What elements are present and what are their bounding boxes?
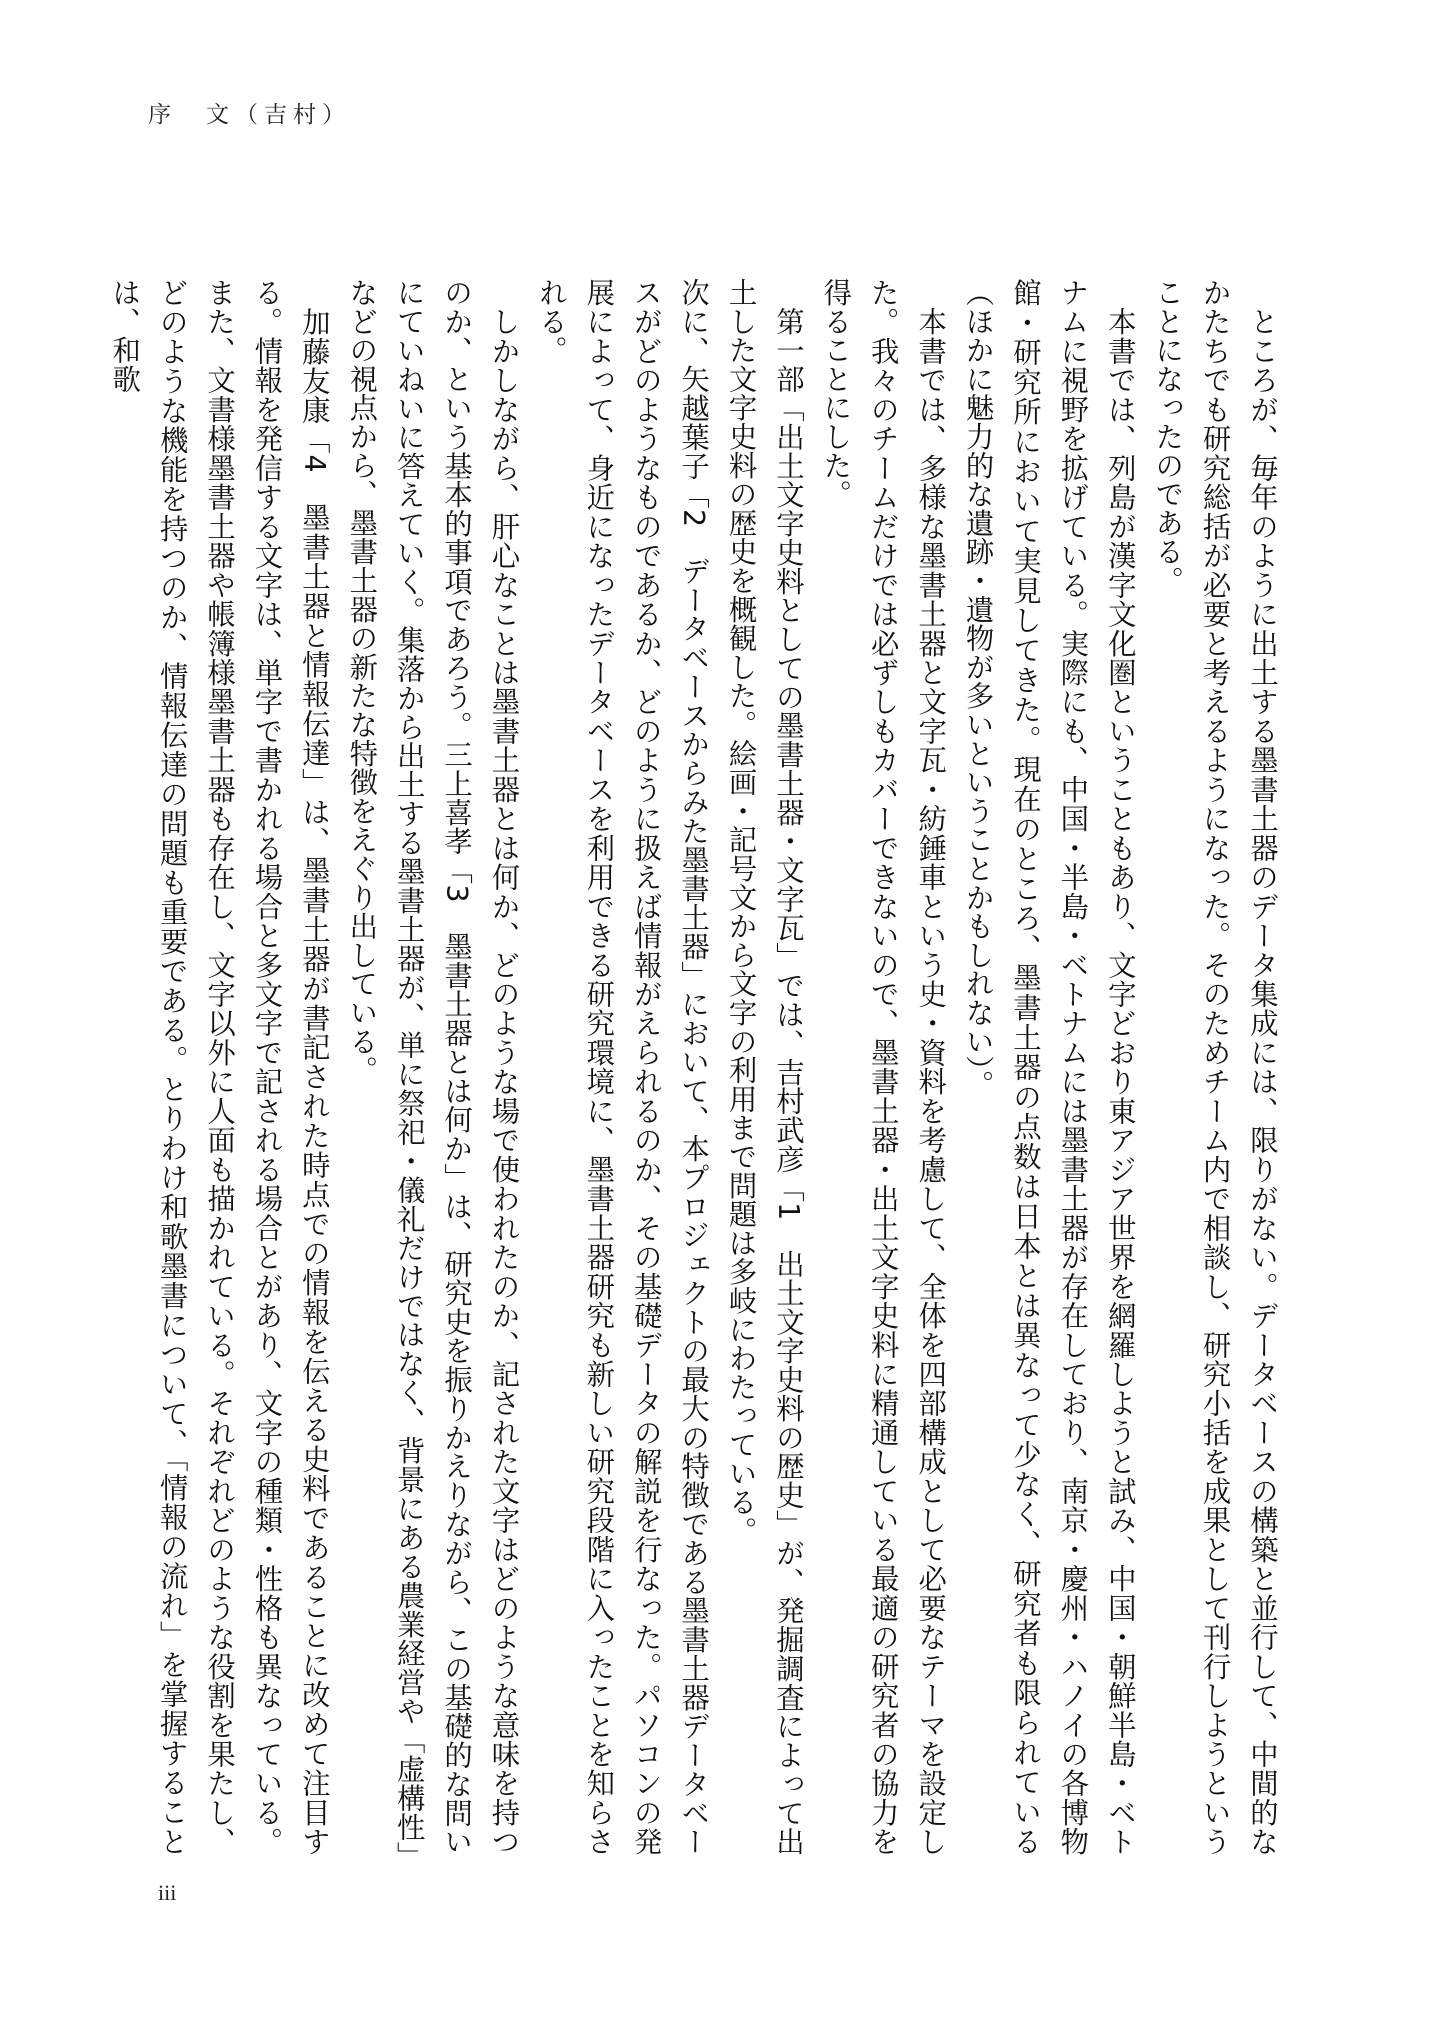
page-number: iii <box>158 1880 177 1905</box>
running-head: 序 文（吉村） <box>148 102 351 128</box>
body-text <box>108 278 1286 1856</box>
paragraph: ところが、毎年のように出土する墨書土器のデータ集成には、限りがない。データベースの構築と並行して、中間的なかたちでも研究総括が必要と考えるようになった。そのためチーム内で相談し、研究小括を成果として刊行しようということになったのである。 <box>1151 278 1279 1856</box>
paragraph: 第一部「出土文字史料としての墨書土器・文字瓦」では、吉村武彦「1 出土文字史料の歴史」が、発掘調査によって出土した文字史料の歴史を概観した。絵画・記号文から文字の利用まで問題は多岐にわたっている。 <box>724 278 805 1856</box>
paragraph: しかしながら、肝心なことは墨書土器とは何か、どのような場で使われたのか、記された文字はどのような意味を持つのか、という基本的事項であろう。三上喜孝「3 墨書土器とは何か」は、研究史を振りかえりながら、この基礎的な問いにていねいに答えていく。集落から出土する墨書土器が、単に祭祀・儀礼だけではなく、背景にある農業経営や「虚構性」などの視点から、墨書土器の新たな特徴をえぐり出している。 <box>345 278 521 1856</box>
paragraph: 本書では、列島が漢字文化圏ということもあり、文字どおり東アジア世界を網羅しようと試み、中国・朝鮮半島・ベトナムに視野を拡げている。実際にも、中国・半島・ベトナムには墨書土器が存在しており、南京・慶州・ハノイの各博物館・研究所において実見してきた。現在のところ、墨書土器の点数は日本とは異なって少なく、研究者も限られている（ほかに魅力的な遺跡・遺物が多いということかもしれない）。 <box>961 278 1137 1856</box>
paragraph: 加藤友康「4 墨書土器と情報伝達」は、墨書土器が書記された時点での情報を伝える史料であることに改めて注目する。情報を発信する文字は、単字で書かれる場合と多文字で記される場合とがあり、文字の種類・性格も異なっている。また、文書様墨書土器や帳簿様墨書土器も存在し、文字以外に人面も描かれている。それぞれどのような役割を果たし、どのような機能を持つのか、情報伝達の問題も重要である。とりわけ和歌墨書について、「情報の流れ」を掌握することは、和歌 <box>108 278 331 1856</box>
paragraph: 本書では、多様な墨書土器と文字瓦・紡錘車という史・資料を考慮して、全体を四部構成として必要なテーマを設定した。我々のチームだけでは必ずしもカバーできないので、墨書土器・出土文字史料に精通している最適の研究者の協力を得ることにした。 <box>819 278 948 1856</box>
paragraph: 次に、矢越葉子「2 データベースからみた墨書土器」において、本プロジェクトの最大の特徴である墨書土器データベースがどのようなものであるか、どのように扱えば情報がえられるのか、その基礎データの解説を行なった。パソコンの発展によって、身近になったデータベースを利用できる研究環境に、墨書土器研究も新しい研究段階に入ったことを知らされる。 <box>534 278 711 1856</box>
